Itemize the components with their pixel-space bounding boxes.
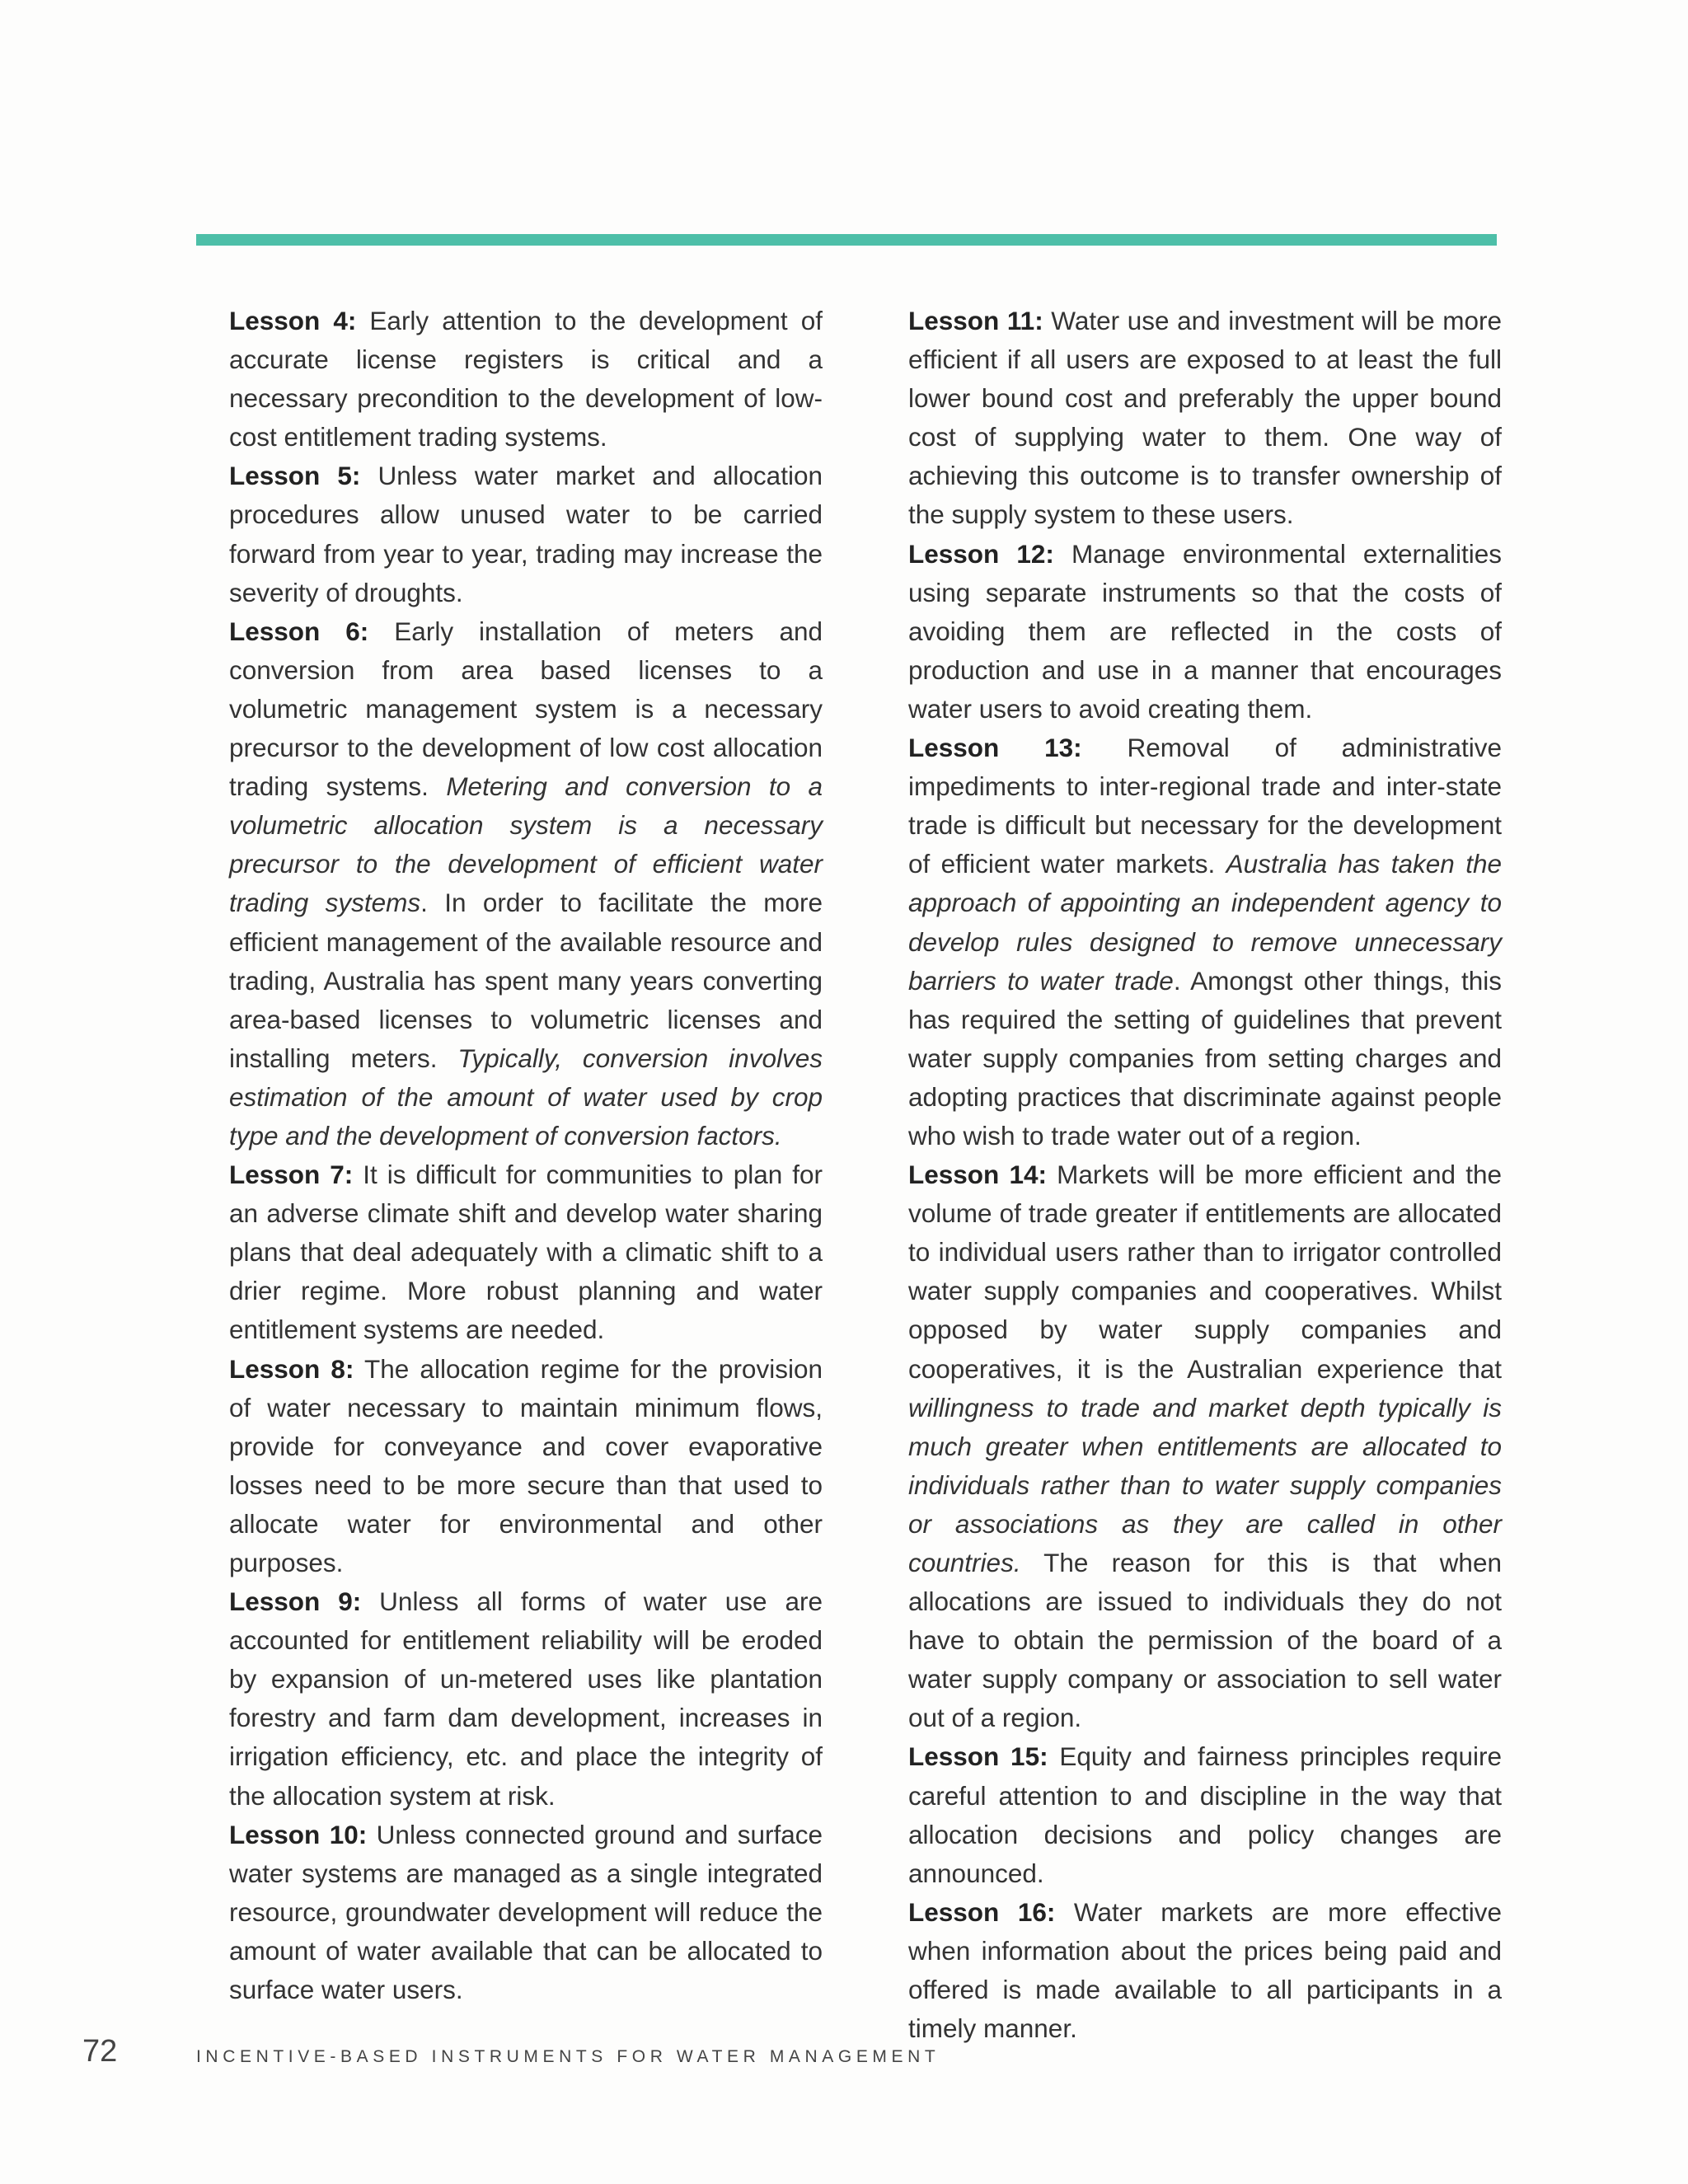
lesson-text: Unless all forms of water use are accounted for entitlement reliability will be eroded by expansion of un-metered uses like plantation forestry and farm dam development, increases in irrigation efficiency, etc. and place the integrity of the allocation system at risk. [229,1586,823,1811]
lesson-label: Lesson 11: [908,306,1043,335]
lesson-text: Early installation of meters and conversion from area based licenses to a volumetric management system is a necessary precursor to the development of low cost allocation trading systems. [229,616,823,802]
lesson-text: Unless water market and allocation procedures allow unused water to be carried forward from year to year, trading may increase the severity of droughts. [229,461,823,607]
lesson-4-paragraph [229,302,823,457]
lesson-13-paragraph [908,729,1502,1155]
lesson-text: Unless connected ground and surface water systems are managed as a single integrated resource, groundwater development will reduce the amount of water available that can be allocated to surface water users. [229,1819,823,2005]
lesson-11-paragraph [908,302,1502,535]
lesson-text: Water use and investment will be more efficient if all users are exposed to at least the full lower bound cost and preferably the upper bound cost of supplying water to them. One way of achieving this outcome is to transfer ownership of the supply system to these users. [908,306,1503,530]
lesson-label: Lesson 13: [908,733,1082,763]
lesson-label: Lesson 12: [908,538,1054,569]
lesson-12-paragraph [908,535,1502,729]
lesson-label: Lesson 4: [229,306,357,335]
lesson-italic-text: willingness to trade and market depth typically is much greater when entitlements are allocated to individuals rather than to water supply companies or associations as they are called in other countries. [908,1392,1502,1577]
lesson-label: Lesson 10: [229,1819,368,1849]
lesson-5-paragraph [229,457,823,612]
page-number: 72 [82,2034,118,2069]
lesson-label: Lesson 8: [229,1353,354,1384]
accent-rule [196,234,1497,246]
lesson-text-continued: . Amongst other things, this has required the setting of guidelines that prevent water supply companies from setting charges and adopting practices that discriminate against people who wish to trade water out of a region. [908,965,1502,1151]
lesson-label: Lesson 9: [229,1586,362,1617]
lesson-8-paragraph [229,1350,823,1583]
lesson-15-paragraph [908,1737,1502,1892]
lesson-label: Lesson 15: [908,1741,1048,1772]
lesson-text: Water markets are more effective when information about the prices being paid and offered is made available to all participants in a timely manner. [908,1896,1502,2044]
lesson-label: Lesson 16: [908,1896,1056,1927]
lesson-italic-text: Metering and conversion to a volumetric allocation system is a necessary precursor to the development of efficient water trading systems [229,771,823,918]
lesson-text: The allocation regime for the provision of water necessary to maintain minimum flows, provide for conveyance and cover evaporative losses need to be more secure than that used to allocate water for environmental and other purposes. [229,1353,823,1577]
lesson-text: Removal of administrative impediments to inter-regional trade and inter-state trade is difficult but necessary for the development of efficient water markets. [908,733,1503,879]
lesson-text: Early attention to the development of accurate license registers is critical and a necessary precondition to the development of low-cost entitlement trading systems. [229,306,823,452]
lesson-text: Manage environmental externalities using separate instruments so that the costs of avoiding them are reflected in the costs of production and use in a manner that encourages water users to avoid creating them. [908,538,1503,724]
right-column [908,302,1502,2048]
lesson-label: Lesson 5: [229,461,361,491]
lesson-text-continued: . In order to facilitate the more efficient management of the available resource and trading, Australia has spent many years converting area-based licenses to volumetric licenses and installing meters. [229,888,823,1073]
lesson-text: Equity and fairness principles require careful attention to and discipline in the way that allocation decisions and policy changes are announced. [908,1741,1502,1888]
lesson-text: Markets will be more efficient and the volume of trade greater if entitlements are allocated to individual users rather than to irrigator controlled water supply companies and cooperatives. Whilst opposed by water supply companies and cooperatives, it is the Australian experience that [908,1160,1502,1384]
lesson-label: Lesson 14: [908,1160,1047,1190]
lesson-label: Lesson 7: [229,1160,354,1190]
lesson-label: Lesson 6: [229,616,369,646]
left-column [229,302,823,2009]
running-title: INCENTIVE-BASED INSTRUMENTS FOR WATER MANAGEMENT [196,2047,940,2066]
lesson-italic-text: Australia has taken the approach of appointing an independent agency to develop rules designed to remove unnecessary barriers to water trade [908,849,1502,996]
lesson-italic-text: Typically, conversion involves estimation of the amount of water used by crop type and the development of conversion factors. [229,1043,823,1151]
lesson-7-paragraph [229,1155,823,1349]
lesson-9-paragraph [229,1582,823,1816]
lesson-14-paragraph [908,1155,1502,1737]
lesson-16-paragraph [908,1893,1502,2048]
lesson-text-continued: The reason for this is that when allocations are issued to individuals they do not have to obtain the permission of the board of a water supply company or association to sell water out of a region. [908,1548,1502,1733]
lesson-6-paragraph [229,612,823,1155]
lesson-text: It is difficult for communities to plan for an adverse climate shift and develop water sharing plans that deal adequately with a climatic shift to a drier regime. More robust planning and water entitlement systems are needed. [229,1160,823,1345]
lesson-10-paragraph [229,1816,823,2009]
